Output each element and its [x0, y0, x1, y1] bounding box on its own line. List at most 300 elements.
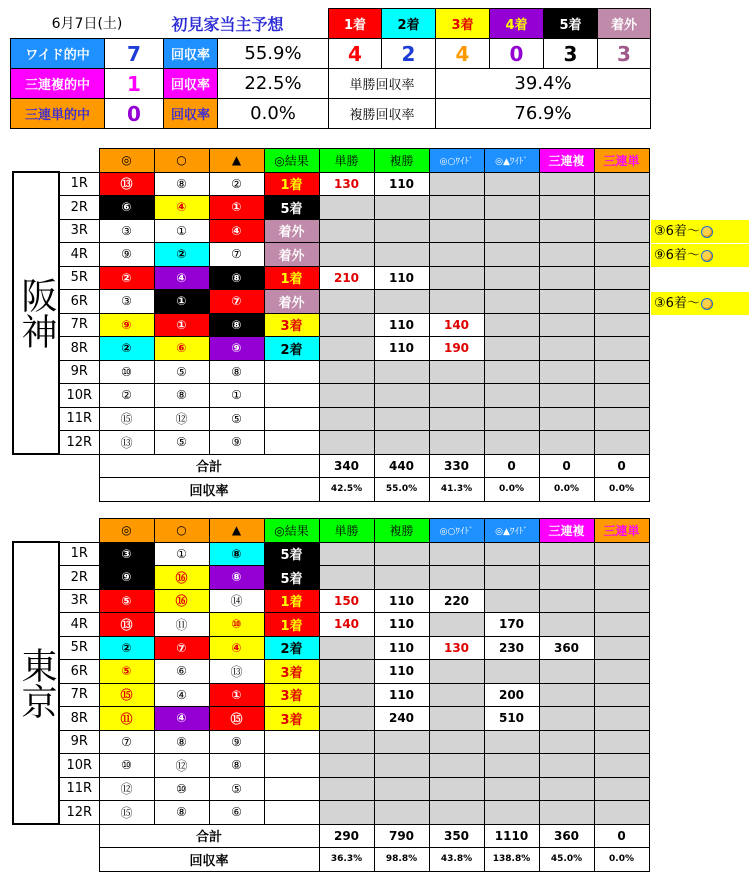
pick-cell — [99, 777, 154, 801]
pick-cell — [209, 707, 264, 731]
horse-number: ⑥ — [176, 341, 187, 356]
payout-cell — [484, 777, 539, 801]
return-rate-value: 55.0% — [374, 478, 429, 502]
side-note-text: ③6着～ — [654, 296, 700, 311]
total-label: 合計 — [99, 454, 319, 478]
table-row — [13, 542, 704, 566]
payout-cell — [594, 589, 649, 613]
table-row — [13, 290, 704, 314]
win-return-value: 39.4% — [436, 69, 651, 99]
payout-cell — [484, 801, 539, 825]
pick-cell — [209, 613, 264, 637]
pick-cell — [154, 219, 209, 243]
horse-number: ① — [176, 223, 187, 238]
pick-cell — [99, 337, 154, 361]
payout-cell — [319, 431, 374, 455]
total-value: 330 — [429, 454, 484, 478]
pick-cell — [154, 384, 209, 408]
payout-cell — [484, 196, 539, 220]
blank-cell — [13, 519, 59, 543]
payout-cell: 110 — [374, 683, 429, 707]
pick-cell — [99, 613, 154, 637]
horse-number: ④ — [176, 711, 187, 726]
venue-name: 阪神 — [13, 172, 59, 454]
payout-cell: 360 — [539, 636, 594, 660]
payout-cell — [484, 407, 539, 431]
result-cell: 3着 — [264, 660, 319, 684]
payout-cell — [539, 360, 594, 384]
pick-cell — [209, 660, 264, 684]
payout-cell — [319, 219, 374, 243]
payout-cell — [539, 660, 594, 684]
payout-cell — [429, 660, 484, 684]
sanrenpuku-hit-label: 三連複的中 — [11, 69, 105, 99]
race-number: 2R — [59, 196, 99, 220]
result-cell: 着外 — [264, 290, 319, 314]
table-row — [13, 266, 704, 290]
payout-cell — [484, 660, 539, 684]
return-rate-value: 0.0% — [484, 478, 539, 502]
pick-cell — [99, 707, 154, 731]
table-row — [13, 337, 704, 361]
payout-cell — [429, 290, 484, 314]
pick-cell — [209, 730, 264, 754]
race-number: 10R — [59, 384, 99, 408]
payout-cell: 110 — [374, 337, 429, 361]
table-row — [13, 313, 704, 337]
result-cell: 1着 — [264, 266, 319, 290]
payout-cell: 200 — [484, 683, 539, 707]
payout-cell — [539, 589, 594, 613]
col-fukusho: 複勝 — [374, 149, 429, 173]
payout-cell — [429, 219, 484, 243]
laughing-emoji-icon — [701, 226, 713, 238]
col-honmei: ◎ — [99, 519, 154, 543]
horse-number: ⑭ — [230, 594, 243, 609]
result-cell — [264, 407, 319, 431]
total-value: 360 — [539, 824, 594, 848]
pick-cell — [99, 730, 154, 754]
horse-number: ⑬ — [120, 435, 133, 450]
payout-cell — [594, 613, 649, 637]
horse-number: ③ — [121, 223, 132, 238]
payout-cell: 110 — [374, 266, 429, 290]
horse-number: ⑧ — [231, 317, 242, 332]
horse-number: ① — [231, 200, 242, 215]
result-cell: 1着 — [264, 172, 319, 196]
pick-cell — [99, 196, 154, 220]
return-rate-value: 0.0% — [594, 478, 649, 502]
payout-cell — [319, 801, 374, 825]
payout-cell — [539, 313, 594, 337]
payout-cell: 110 — [374, 660, 429, 684]
race-number: 7R — [59, 313, 99, 337]
return-rate-value: 42.5% — [319, 478, 374, 502]
pick-cell — [209, 566, 264, 590]
horse-number: ⑫ — [120, 782, 133, 797]
pick-cell — [99, 219, 154, 243]
pick-cell — [209, 313, 264, 337]
result-cell: 1着 — [264, 613, 319, 637]
pick-cell — [99, 683, 154, 707]
finish-label-out: 着外 — [598, 9, 651, 39]
payout-cell — [539, 219, 594, 243]
horse-number: ⑨ — [231, 734, 242, 749]
finish-count-4: 0 — [490, 39, 544, 69]
payout-cell — [429, 566, 484, 590]
blank-cell — [59, 519, 99, 543]
col-wide-2: ◎▲ﾜｲﾄﾞ — [484, 519, 539, 543]
payout-cell — [539, 730, 594, 754]
pick-cell — [154, 730, 209, 754]
race-table — [12, 148, 705, 502]
col-sanrenpuku: 三連複 — [539, 149, 594, 173]
payout-cell — [429, 431, 484, 455]
place-return-label: 複勝回収率 — [329, 99, 436, 129]
side-note — [651, 244, 749, 267]
pick-cell — [99, 566, 154, 590]
payout-cell — [319, 660, 374, 684]
finish-label-1: 1着 — [329, 9, 382, 39]
payout-cell — [539, 683, 594, 707]
col-taikou: ○ — [154, 149, 209, 173]
race-number: 3R — [59, 589, 99, 613]
payout-cell — [429, 196, 484, 220]
total-value: 340 — [319, 454, 374, 478]
horse-number: ⑦ — [121, 734, 132, 749]
horse-number: ⑦ — [231, 247, 242, 262]
total-value: 790 — [374, 824, 429, 848]
horse-number: ⑤ — [176, 364, 187, 379]
payout-cell — [539, 613, 594, 637]
payout-cell — [594, 172, 649, 196]
horse-number: ④ — [231, 223, 242, 238]
pick-cell — [154, 636, 209, 660]
horse-number: ⑧ — [176, 176, 187, 191]
payout-cell — [319, 707, 374, 731]
payout-cell — [484, 754, 539, 778]
result-cell — [264, 777, 319, 801]
pick-cell — [209, 337, 264, 361]
payout-cell — [429, 777, 484, 801]
payout-cell — [319, 384, 374, 408]
horse-number: ② — [121, 388, 132, 403]
laughing-emoji-icon — [701, 250, 713, 262]
payout-cell — [429, 801, 484, 825]
result-cell — [264, 431, 319, 455]
wide-hit-label: ワイド的中 — [11, 39, 105, 69]
pick-cell — [209, 243, 264, 267]
sanrentan-rate-label: 回収率 — [164, 99, 218, 129]
pick-cell — [209, 683, 264, 707]
payout-cell — [484, 266, 539, 290]
horse-number: ② — [121, 341, 132, 356]
pick-cell — [154, 243, 209, 267]
blank-cell — [59, 824, 99, 848]
win-return-label: 単勝回収率 — [329, 69, 436, 99]
horse-number: ⑤ — [231, 411, 242, 426]
side-note-text: ③6着～ — [654, 224, 700, 239]
payout-cell — [484, 384, 539, 408]
payout-cell — [594, 219, 649, 243]
horse-number: ⑨ — [231, 435, 242, 450]
result-cell: 3着 — [264, 683, 319, 707]
col-wide-1: ◎○ﾜｲﾄﾞ — [429, 519, 484, 543]
pick-cell — [99, 290, 154, 314]
horse-number: ⑤ — [121, 593, 132, 608]
return-rate-row — [13, 478, 704, 502]
return-rate-value: 45.0% — [539, 848, 594, 872]
blank-cell — [13, 149, 59, 173]
return-rate-value: 36.3% — [319, 848, 374, 872]
sanrenpuku-rate: 22.5% — [218, 69, 329, 99]
race-number: 5R — [59, 636, 99, 660]
payout-cell — [374, 566, 429, 590]
pick-cell — [99, 407, 154, 431]
payout-cell: 150 — [319, 589, 374, 613]
payout-cell — [484, 290, 539, 314]
horse-number: ⑫ — [175, 412, 188, 427]
race-number: 4R — [59, 613, 99, 637]
payout-cell — [539, 754, 594, 778]
payout-cell — [319, 243, 374, 267]
horse-number: ⑧ — [231, 546, 242, 561]
payout-cell — [319, 542, 374, 566]
horse-number: ① — [231, 388, 242, 403]
sanrentan-hit-label: 三連単的中 — [11, 99, 105, 129]
table-row — [13, 801, 704, 825]
payout-cell — [429, 172, 484, 196]
payout-cell — [484, 542, 539, 566]
race-number: 5R — [59, 266, 99, 290]
horse-number: ⑥ — [121, 200, 132, 215]
col-sanrentan: 三連単 — [594, 149, 649, 173]
payout-cell — [374, 384, 429, 408]
table-row — [13, 219, 704, 243]
payout-cell: 240 — [374, 707, 429, 731]
result-cell — [264, 360, 319, 384]
payout-cell — [539, 337, 594, 361]
payout-cell — [319, 290, 374, 314]
result-cell: 3着 — [264, 313, 319, 337]
pick-cell — [154, 707, 209, 731]
table-row — [13, 431, 704, 455]
result-cell — [264, 730, 319, 754]
payout-cell: 130 — [319, 172, 374, 196]
total-value: 0 — [594, 454, 649, 478]
race-number: 9R — [59, 730, 99, 754]
payout-cell — [319, 196, 374, 220]
table-row — [13, 589, 704, 613]
horse-number: ⑯ — [175, 594, 188, 609]
payout-cell — [319, 313, 374, 337]
pick-cell — [209, 290, 264, 314]
horse-number: ① — [176, 294, 187, 309]
total-value: 0 — [539, 454, 594, 478]
payout-cell: 110 — [374, 636, 429, 660]
payout-cell — [319, 683, 374, 707]
payout-cell: 110 — [374, 589, 429, 613]
result-cell: 着外 — [264, 243, 319, 267]
horse-number: ⑧ — [231, 364, 242, 379]
blank-cell — [13, 824, 59, 848]
payout-cell — [539, 243, 594, 267]
payout-cell — [539, 384, 594, 408]
horse-number: ④ — [176, 270, 187, 285]
pick-cell — [154, 754, 209, 778]
payout-cell: 510 — [484, 707, 539, 731]
pick-cell — [154, 407, 209, 431]
pick-cell — [209, 172, 264, 196]
pick-cell — [154, 589, 209, 613]
payout-cell — [319, 636, 374, 660]
pick-cell — [154, 337, 209, 361]
wide-hit-count: 7 — [105, 39, 164, 69]
payout-cell — [374, 754, 429, 778]
return-rate-value: 138.8% — [484, 848, 539, 872]
race-number: 1R — [59, 542, 99, 566]
payout-cell — [484, 566, 539, 590]
horse-number: ⑩ — [121, 364, 132, 379]
payout-cell — [484, 337, 539, 361]
table-row — [13, 407, 704, 431]
payout-cell — [429, 754, 484, 778]
payout-cell — [594, 290, 649, 314]
payout-cell: 230 — [484, 636, 539, 660]
return-rate-value: 98.8% — [374, 848, 429, 872]
pick-cell — [154, 777, 209, 801]
race-table — [12, 518, 705, 872]
result-cell: 5着 — [264, 566, 319, 590]
payout-cell: 170 — [484, 613, 539, 637]
result-cell: 2着 — [264, 337, 319, 361]
wide-rate: 55.9% — [218, 39, 329, 69]
pick-cell — [99, 589, 154, 613]
payout-cell — [319, 730, 374, 754]
race-number: 8R — [59, 707, 99, 731]
table-row — [13, 196, 704, 220]
total-value: 1110 — [484, 824, 539, 848]
horse-number: ② — [121, 270, 132, 285]
finish-label-4: 4着 — [490, 9, 544, 39]
pick-cell — [209, 431, 264, 455]
payout-cell — [319, 754, 374, 778]
col-tansho: 単勝 — [319, 149, 374, 173]
col-tanana: ▲ — [209, 149, 264, 173]
total-value: 290 — [319, 824, 374, 848]
total-label: 合計 — [99, 824, 319, 848]
race-number: 7R — [59, 683, 99, 707]
table-row — [13, 707, 704, 731]
result-cell: 5着 — [264, 542, 319, 566]
return-rate-value: 41.3% — [429, 478, 484, 502]
result-cell — [264, 384, 319, 408]
payout-cell — [539, 290, 594, 314]
finish-label-2: 2着 — [382, 9, 436, 39]
pick-cell — [154, 290, 209, 314]
sanrentan-rate: 0.0% — [218, 99, 329, 129]
side-note — [651, 292, 749, 315]
pick-cell — [154, 801, 209, 825]
horse-number: ② — [231, 176, 242, 191]
payout-cell — [374, 290, 429, 314]
horse-number: ⑧ — [176, 805, 187, 820]
return-rate-value: 0.0% — [539, 478, 594, 502]
blank-cell — [59, 478, 99, 502]
payout-cell — [594, 683, 649, 707]
payout-cell — [374, 730, 429, 754]
pick-cell — [154, 172, 209, 196]
total-value: 440 — [374, 454, 429, 478]
horse-number: ⑬ — [120, 617, 133, 632]
table-row — [13, 172, 704, 196]
horse-number: ⑨ — [231, 341, 242, 356]
horse-number: ⑧ — [176, 388, 187, 403]
pick-cell — [99, 431, 154, 455]
payout-cell — [539, 707, 594, 731]
payout-cell — [539, 566, 594, 590]
payout-cell — [539, 542, 594, 566]
payout-cell — [484, 172, 539, 196]
horse-number: ⑪ — [120, 711, 133, 726]
payout-cell — [594, 636, 649, 660]
result-cell: 5着 — [264, 196, 319, 220]
finish-count-1: 4 — [329, 39, 382, 69]
table-row — [13, 660, 704, 684]
payout-cell — [319, 337, 374, 361]
payout-cell — [374, 542, 429, 566]
horse-number: ⑬ — [120, 177, 133, 192]
return-rate-value: 43.8% — [429, 848, 484, 872]
venue-name: 東京 — [13, 542, 59, 824]
payout-cell — [374, 360, 429, 384]
payout-cell — [484, 219, 539, 243]
finish-count-2: 2 — [382, 39, 436, 69]
horse-number: ⑩ — [231, 617, 242, 632]
pick-cell — [209, 407, 264, 431]
totals-row — [13, 454, 704, 478]
finish-label-5: 5着 — [544, 9, 598, 39]
pick-cell — [209, 542, 264, 566]
payout-cell — [539, 801, 594, 825]
payout-cell — [539, 172, 594, 196]
page-title: 初見家当主予想 — [171, 14, 284, 34]
pick-cell — [209, 219, 264, 243]
payout-cell — [429, 407, 484, 431]
total-value: 350 — [429, 824, 484, 848]
payout-cell — [594, 730, 649, 754]
table-row — [13, 384, 704, 408]
laughing-emoji-icon — [701, 298, 713, 310]
pick-cell — [209, 360, 264, 384]
payout-cell — [594, 313, 649, 337]
payout-cell — [484, 730, 539, 754]
payout-cell — [539, 431, 594, 455]
payout-cell — [429, 266, 484, 290]
horse-number: ② — [176, 247, 187, 262]
payout-cell — [429, 613, 484, 637]
payout-cell: 110 — [374, 172, 429, 196]
horse-number: ③ — [121, 546, 132, 561]
payout-cell — [374, 801, 429, 825]
blank-cell — [13, 848, 59, 872]
pick-cell — [99, 266, 154, 290]
payout-cell: 130 — [429, 636, 484, 660]
return-rate-label: 回収率 — [99, 848, 319, 872]
payout-cell — [374, 407, 429, 431]
return-rate-row — [13, 848, 704, 872]
pick-cell — [154, 313, 209, 337]
